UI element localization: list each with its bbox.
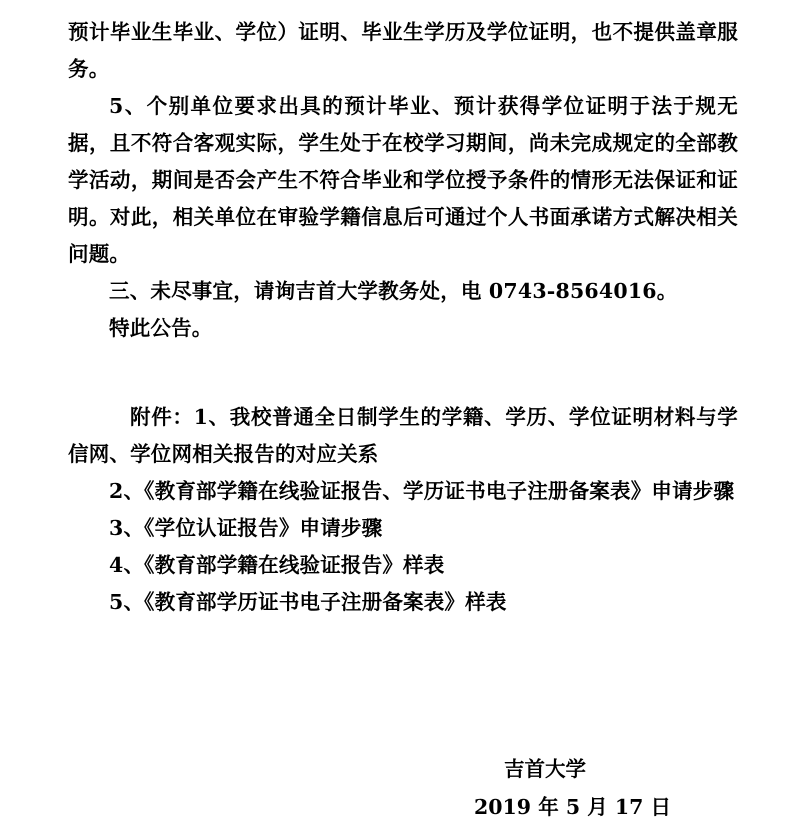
section-divider xyxy=(68,347,738,399)
paragraph-item-5: 5、个别单位要求出具的预计毕业、预计获得学位证明于法于规无据，且不符合客观实际，学生处于在校学习期间，尚未完成规定的全部教学活动，期间是否会产生不符合毕业和学位授予条件的情形无法保证和证明。对此，相关单位在审验学籍信息后可通过个人书面承诺方式解决相关问题。 xyxy=(68,94,738,266)
signature-block xyxy=(474,750,734,826)
attachment-item-2: 2、《教育部学籍在线验证报告、学历证书电子注册备案表》申请步骤 xyxy=(109,479,735,503)
paragraph-notice-end: 特此公告。 xyxy=(109,316,213,340)
attachment-item-3: 3、《学位认证报告》申请步骤 xyxy=(109,516,383,540)
attachment-item-1: 附件：1、我校普通全日制学生的学籍、学历、学位证明材料与学信网、学位网相关报告的对应关系 xyxy=(68,405,738,466)
paragraph-section-three: 三、未尽事宜，请询吉首大学教务处，电 0743-8564016。 xyxy=(109,279,678,303)
signature-date: 2019 年 5 月 17 日 xyxy=(474,795,672,819)
attachment-item-4: 4、《教育部学籍在线验证报告》样表 xyxy=(109,553,445,577)
attachment-item-5: 5、《教育部学历证书电子注册备案表》样表 xyxy=(109,590,507,614)
paragraph-continued: 预计毕业生毕业、学位）证明、毕业生学历及学位证明，也不提供盖章服务。 xyxy=(68,20,738,81)
signature-organization: 吉首大学 xyxy=(504,757,586,781)
attachments-list xyxy=(68,399,738,621)
